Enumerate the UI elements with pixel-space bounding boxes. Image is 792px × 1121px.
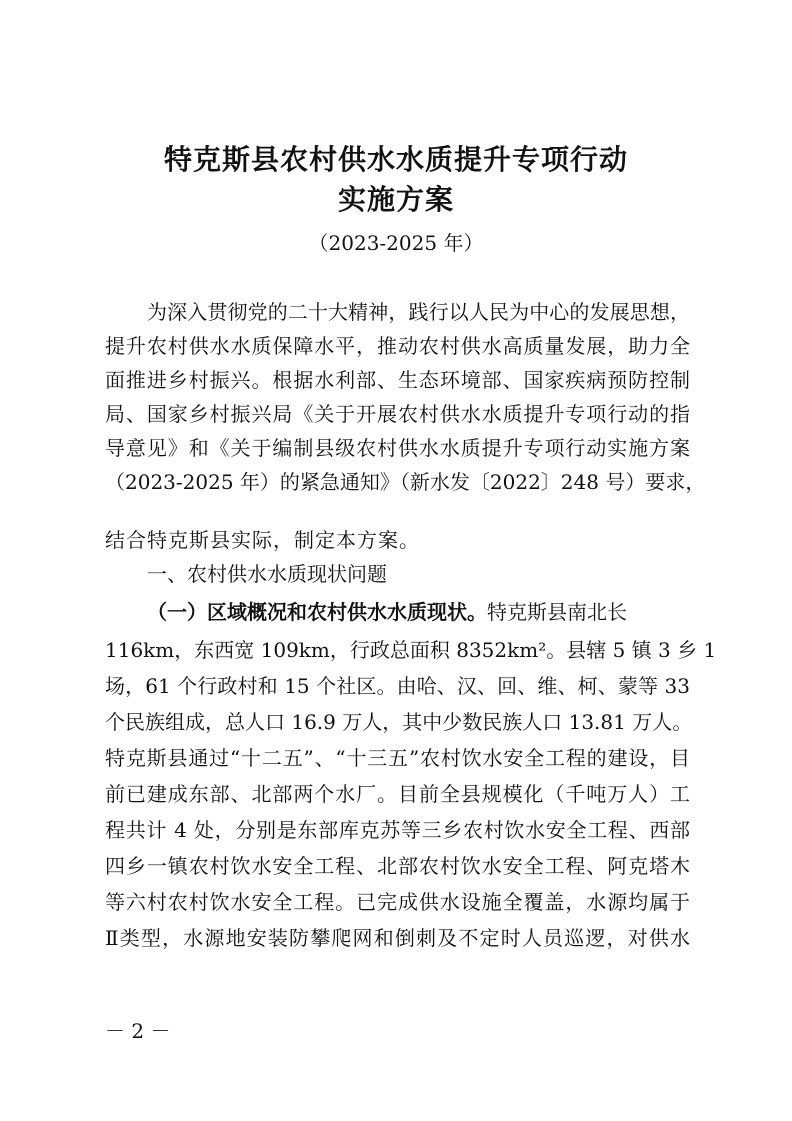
paragraph-line: 个民族组成，总人口 16.9 万人，其中少数民族人口 13.81 万人。 (105, 710, 693, 734)
intro-line: 提升农村供水水质保障水平，推动农村供水高质量发展，助力全 (105, 334, 690, 358)
intro-line: （2023-2025 年）的紧急通知》（新水发〔2022〕248 号）要求， (105, 470, 706, 494)
document-subtitle: （2023-2025 年） (308, 231, 484, 255)
paragraph-line: 等六村农村饮水安全工程。已完成供水设施全覆盖，水源均属于 (105, 890, 690, 914)
paragraph-line: 前已建成东部、北部两个水厂。目前全县规模化（千吨万人）工 (105, 782, 690, 806)
intro-line: 局、国家乡村振兴局《关于开展农村供水水质提升专项行动的指 (105, 402, 690, 426)
paragraph-line: 四乡一镇农村饮水安全工程、北部农村饮水安全工程、阿克塔木 (105, 854, 690, 878)
intro-line: 导意见》和《关于编制县级农村供水水质提升专项行动实施方案 (105, 436, 690, 460)
section-heading: 一、农村供水水质现状问题 (147, 562, 387, 586)
paragraph-line: Ⅱ类型，水源地安装防攀爬网和倒刺及不定时人员巡逻，对供水 (105, 926, 690, 950)
document-title-line-1: 特克斯县农村供水水质提升专项行动 (163, 143, 628, 176)
paragraph-line: 特克斯县通过“十二五”、“十三五”农村饮水安全工程的建设，目 (105, 746, 690, 770)
intro-line: 结合特克斯县实际，制定本方案。 (105, 528, 420, 552)
paragraph-line: 场，61 个行政村和 15 个社区。由哈、汉、回、维、柯、蒙等 33 (105, 674, 690, 698)
paragraph-text: 特克斯县南北长 (487, 600, 627, 624)
intro-line: 为深入贯彻党的二十大精神，践行以人民为中心的发展思想， (147, 300, 690, 324)
intro-line: 面推进乡村振兴。根据水利部、生态环境部、国家疾病预防控制 (105, 368, 690, 392)
page-number: － 2 － (105, 1019, 171, 1043)
subsection-lead: （一）区域概况和农村供水水质现状。 (147, 600, 487, 624)
paragraph-first-line (147, 596, 690, 628)
paragraph-line: 程共计 4 处，分别是东部库克苏等三乡农村饮水安全工程、西部 (105, 818, 690, 842)
document-title-line-2: 实施方案 (337, 183, 454, 216)
paragraph-line: 116km，东西宽 109km，行政总面积 8352km²。县辖 5 镇 3 乡 1 (105, 638, 717, 662)
